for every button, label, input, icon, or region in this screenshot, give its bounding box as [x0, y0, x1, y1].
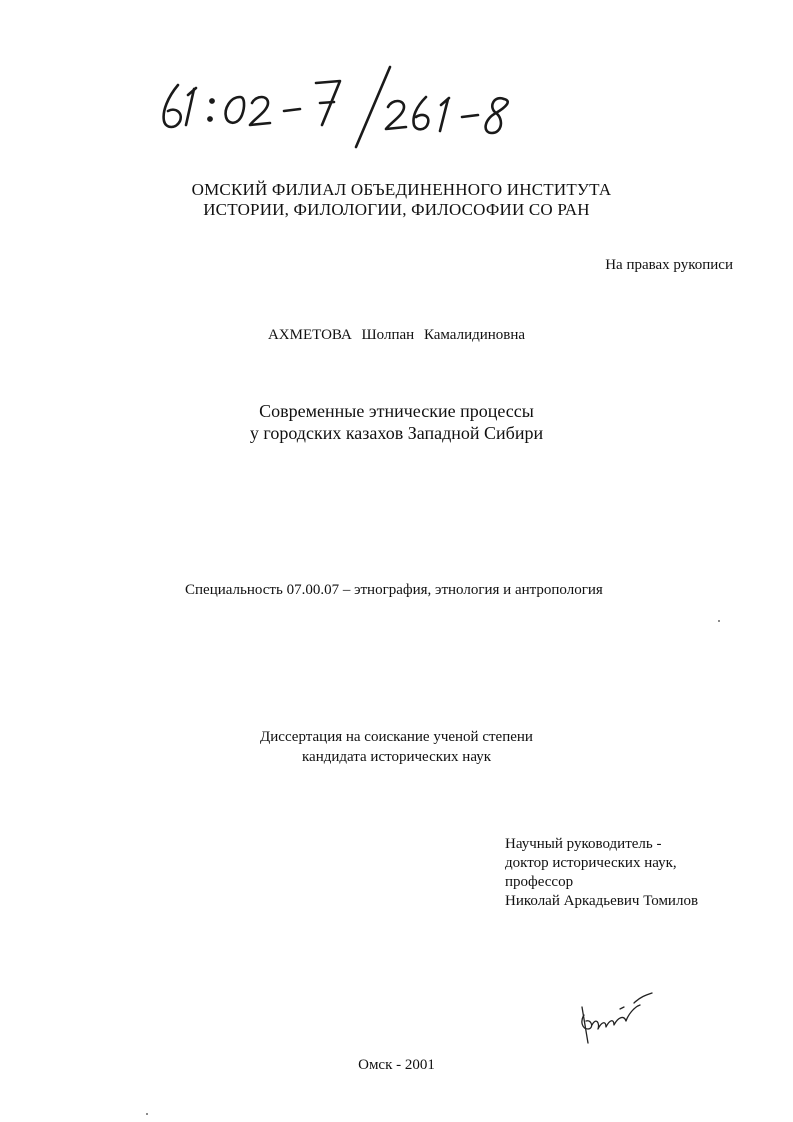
handwritten-archive-number — [150, 55, 550, 150]
supervisor-line-3: профессор — [505, 874, 574, 890]
dissertation-title — [0, 400, 793, 444]
scan-speck — [718, 620, 720, 622]
supervisor-block — [505, 835, 698, 911]
scan-speck — [146, 1113, 148, 1115]
author-name — [0, 327, 793, 344]
institution-line-2: ИСТОРИИ, ФИЛОЛОГИИ, ФИЛОСОФИИ СО РАН — [203, 200, 590, 219]
degree-statement — [0, 727, 793, 767]
city-year: Омск - 2001 — [358, 1057, 435, 1073]
institution-name — [0, 180, 793, 220]
degree-line-2: кандидата исторических наук — [301, 749, 492, 765]
specialty: Специальность 07.00.07 – этнография, этнология и антропология — [185, 582, 603, 598]
degree-line-1: Диссертация на соискание ученой степени — [260, 729, 533, 745]
author-surname: АХМЕТОВА — [267, 327, 352, 343]
signature — [570, 985, 660, 1045]
title-line-1: Современные этнические процессы — [259, 401, 534, 421]
supervisor-line-1: Научный руководитель - — [505, 836, 662, 852]
supervisor-line-2: доктор исторических наук, — [505, 855, 677, 871]
title-line-2: у городских казахов Западной Сибири — [249, 423, 544, 443]
author-patronymic: Камалидиновна — [423, 327, 526, 343]
supervisor-line-4: Николай Аркадьевич Томилов — [505, 893, 699, 909]
rights-note: На правах рукописи — [605, 257, 733, 273]
author-first-name: Шолпан — [361, 327, 415, 343]
institution-line-1: ОМСКИЙ ФИЛИАЛ ОБЪЕДИНЕННОГО ИНСТИТУТА — [191, 180, 612, 199]
